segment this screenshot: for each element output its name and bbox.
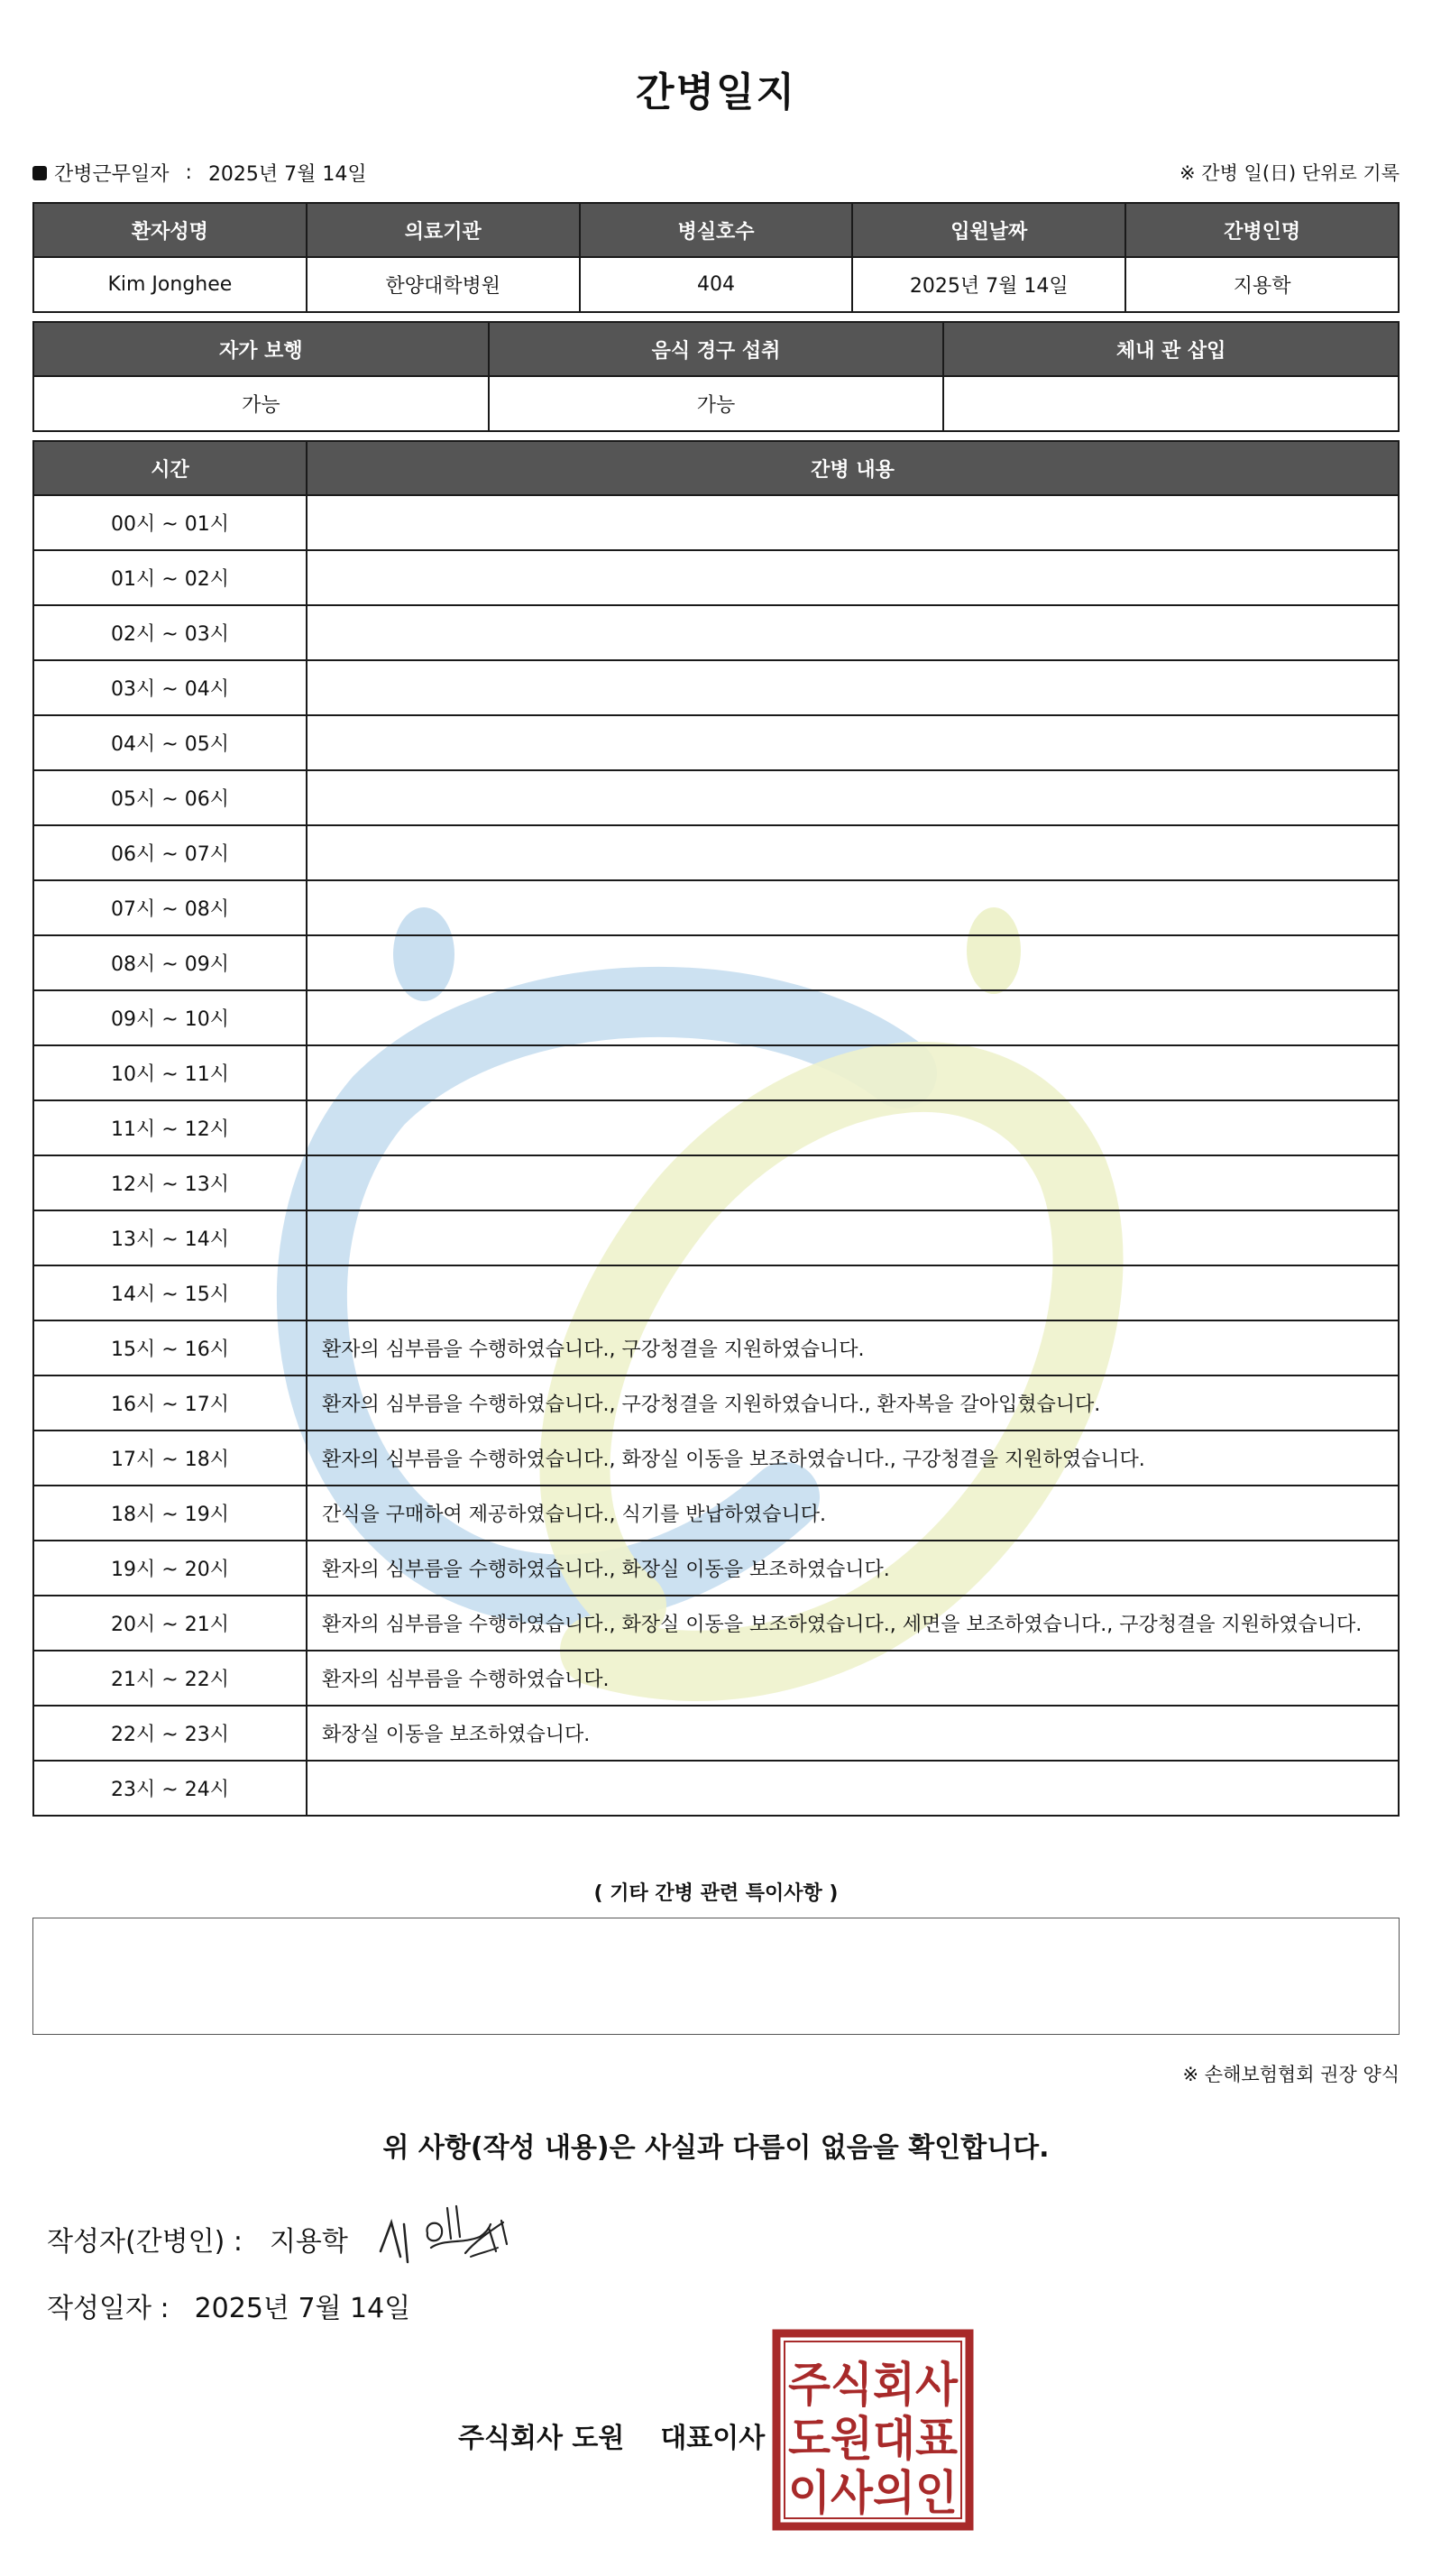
confirmation-statement: 위 사항(작성 내용)은 사실과 다름이 없음을 확인합니다. <box>382 2132 1050 2164</box>
table-row <box>33 1155 1399 1210</box>
time-cell: 01시 ~ 02시 <box>33 550 307 605</box>
care-content-cell: 간식을 구매하여 제공하였습니다., 식기를 반납하였습니다. <box>307 1486 1399 1541</box>
ceo-title: 대표이사 <box>660 2423 766 2454</box>
time-cell: 12시 ~ 13시 <box>33 1155 307 1210</box>
time-cell: 13시 ~ 14시 <box>33 1210 307 1265</box>
notes-box <box>32 1918 1400 2035</box>
time-cell: 03시 ~ 04시 <box>33 660 307 715</box>
oral-intake-value: 가능 <box>489 376 944 431</box>
author-name: 지용학 <box>269 2226 348 2258</box>
care-content-cell <box>307 1045 1399 1100</box>
care-content-cell <box>307 660 1399 715</box>
written-date-line <box>47 2286 410 2325</box>
table-row <box>33 715 1399 770</box>
table-row <box>33 660 1399 715</box>
care-content-cell <box>307 1265 1399 1320</box>
status-header-row <box>33 322 1399 376</box>
time-cell: 11시 ~ 12시 <box>33 1100 307 1155</box>
care-content-cell <box>307 770 1399 825</box>
table-row <box>33 1431 1399 1486</box>
header-care-content: 간병 내용 <box>307 441 1399 495</box>
time-cell: 18시 ~ 19시 <box>33 1486 307 1541</box>
notes-title: ( 기타 간병 관련 특이사항 ) <box>593 1882 839 1905</box>
care-content-cell: 환자의 심부름을 수행하였습니다., 화장실 이동을 보조하였습니다. <box>307 1541 1399 1596</box>
header-room-number: 병실호수 <box>580 203 853 257</box>
time-cell: 00시 ~ 01시 <box>33 495 307 550</box>
care-content-cell <box>307 605 1399 660</box>
care-content-cell: 환자의 심부름을 수행하였습니다., 구강청결을 지원하였습니다., 환자복을 갈아입혔습니다. <box>307 1375 1399 1431</box>
care-content-cell <box>307 935 1399 990</box>
table-row <box>33 935 1399 990</box>
care-content-cell: 환자의 심부름을 수행하였습니다., 화장실 이동을 보조하였습니다., 세면을 보조하였습니다., 구강청결을 지원하였습니다. <box>307 1596 1399 1651</box>
care-content-cell <box>307 1761 1399 1816</box>
table-row <box>33 770 1399 825</box>
care-content-cell <box>307 1155 1399 1210</box>
table-row <box>33 1761 1399 1816</box>
company-name: 주식회사 도원 <box>458 2423 625 2454</box>
table-row <box>33 1045 1399 1100</box>
time-cell: 08시 ~ 09시 <box>33 935 307 990</box>
time-cell: 14시 ~ 15시 <box>33 1265 307 1320</box>
care-content-cell: 환자의 심부름을 수행하였습니다., 화장실 이동을 보조하였습니다., 구강청결을 지원하였습니다. <box>307 1431 1399 1486</box>
log-header-row <box>33 441 1399 495</box>
written-date-value: 2025년 7월 14일 <box>194 2293 411 2324</box>
form-note: ※ 손해보험협회 권장 양식 <box>1182 2064 1400 2085</box>
header-hospital: 의료기관 <box>307 203 580 257</box>
care-content-cell <box>307 880 1399 935</box>
time-cell: 16시 ~ 17시 <box>33 1375 307 1431</box>
time-cell: 10시 ~ 11시 <box>33 1045 307 1100</box>
bullet-square-icon <box>32 166 47 180</box>
caregiver-name-value: 지용학 <box>1125 257 1399 312</box>
care-content-cell <box>307 495 1399 550</box>
care-log-table <box>32 440 1400 1817</box>
header-patient-name: 환자성명 <box>33 203 307 257</box>
author-line <box>47 2219 348 2259</box>
written-date-label: 작성일자 : <box>47 2293 170 2324</box>
table-row <box>33 495 1399 550</box>
table-row <box>33 1375 1399 1431</box>
seal-line-3: 이사의인 <box>788 2467 958 2521</box>
care-content-cell <box>307 715 1399 770</box>
patient-value-row <box>33 257 1399 312</box>
time-cell: 19시 ~ 20시 <box>33 1541 307 1596</box>
self-walking-value: 가능 <box>33 376 489 431</box>
time-cell: 02시 ~ 03시 <box>33 605 307 660</box>
table-row <box>33 1596 1399 1651</box>
table-row <box>33 1320 1399 1375</box>
time-cell: 17시 ~ 18시 <box>33 1431 307 1486</box>
time-cell: 05시 ~ 06시 <box>33 770 307 825</box>
room-number-value: 404 <box>580 257 853 312</box>
table-row <box>33 880 1399 935</box>
table-row <box>33 1651 1399 1706</box>
header-oral-intake: 음식 경구 섭취 <box>489 322 944 376</box>
document-title: 간병일지 <box>635 69 796 115</box>
company-line <box>458 2415 765 2455</box>
time-cell: 06시 ~ 07시 <box>33 825 307 880</box>
table-row <box>33 825 1399 880</box>
care-content-cell <box>307 1100 1399 1155</box>
table-row <box>33 1706 1399 1761</box>
table-row <box>33 550 1399 605</box>
table-row <box>33 1486 1399 1541</box>
header-admission-date: 입원날짜 <box>852 203 1125 257</box>
care-content-cell: 환자의 심부름을 수행하였습니다., 구강청결을 지원하였습니다. <box>307 1320 1399 1375</box>
care-content-cell <box>307 990 1399 1045</box>
table-row <box>33 605 1399 660</box>
patient-name-value: Kim Jonghee <box>33 257 307 312</box>
patient-table <box>32 202 1400 313</box>
admission-date-value: 2025년 7월 14일 <box>852 257 1125 312</box>
header-self-walking: 자가 보행 <box>33 322 489 376</box>
status-table <box>32 321 1400 432</box>
unit-note: ※ 간병 일(日) 단위로 기록 <box>1180 162 1400 184</box>
time-cell: 22시 ~ 23시 <box>33 1706 307 1761</box>
care-content-cell <box>307 550 1399 605</box>
time-cell: 07시 ~ 08시 <box>33 880 307 935</box>
seal-line-2: 도원대표 <box>788 2413 958 2467</box>
time-cell: 15시 ~ 16시 <box>33 1320 307 1375</box>
table-row <box>33 990 1399 1045</box>
care-content-cell <box>307 1210 1399 1265</box>
author-label: 작성자(간병인) : <box>47 2226 243 2258</box>
care-content-cell: 화장실 이동을 보조하였습니다. <box>307 1706 1399 1761</box>
log-body <box>33 495 1399 1816</box>
time-cell: 23시 ~ 24시 <box>33 1761 307 1816</box>
work-date-value: 2025년 7월 14일 <box>207 163 367 186</box>
time-cell: 20시 ~ 21시 <box>33 1596 307 1651</box>
table-row <box>33 1541 1399 1596</box>
table-row <box>33 1265 1399 1320</box>
work-date-line <box>32 159 367 187</box>
header-time: 시간 <box>33 441 307 495</box>
work-date-colon: : <box>185 161 192 184</box>
care-content-cell <box>307 825 1399 880</box>
company-seal <box>772 2329 974 2531</box>
header-caregiver-name: 간병인명 <box>1125 203 1399 257</box>
care-content-cell: 환자의 심부름을 수행하였습니다. <box>307 1651 1399 1706</box>
seal-line-1: 주식회사 <box>788 2359 959 2413</box>
table-row <box>33 1210 1399 1265</box>
time-cell: 21시 ~ 22시 <box>33 1651 307 1706</box>
time-cell: 04시 ~ 05시 <box>33 715 307 770</box>
tube-insertion-value <box>943 376 1399 431</box>
work-date-label: 간병근무일자 <box>54 163 170 186</box>
header-tube-insertion: 체내 관 삽입 <box>943 322 1399 376</box>
time-cell: 09시 ~ 10시 <box>33 990 307 1045</box>
table-row <box>33 1100 1399 1155</box>
status-value-row <box>33 376 1399 431</box>
hospital-value: 한양대학병원 <box>307 257 580 312</box>
handwritten-signature <box>372 2197 534 2269</box>
meta-row <box>32 159 1400 186</box>
patient-header-row <box>33 203 1399 257</box>
